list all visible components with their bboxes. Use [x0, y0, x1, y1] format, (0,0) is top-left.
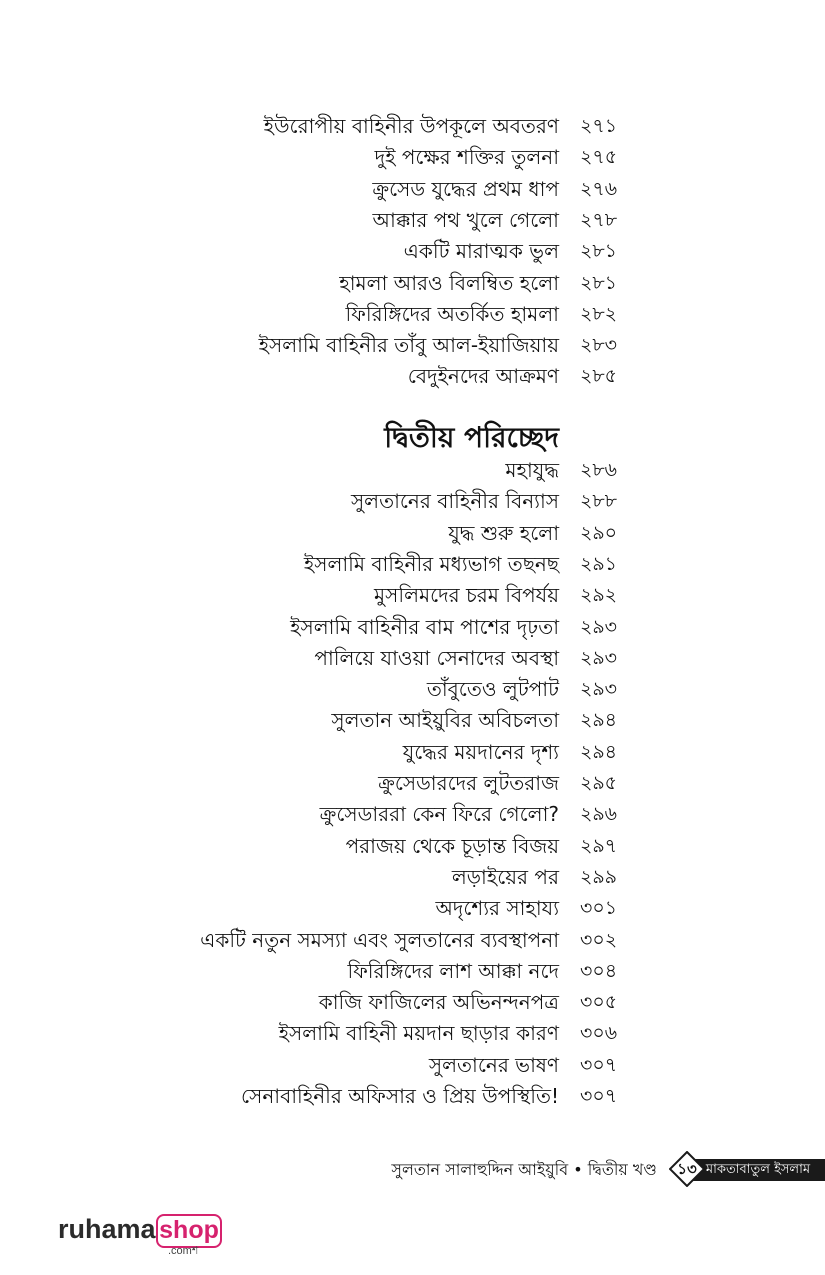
toc-entry-page: ২৯৯: [580, 865, 618, 888]
toc-entry: [0, 455, 825, 486]
toc-entry-title: ফিরিঙ্গিদের অতর্কিত হামলা: [345, 301, 559, 326]
toc-entry-title: মহাযুদ্ধ: [505, 458, 559, 482]
page-number: ১৩: [677, 1160, 697, 1178]
toc-entry: [0, 737, 825, 768]
toc-entry-title: ক্রুসেডাররা কেন ফিরে গেলো?: [319, 802, 559, 827]
series-label: মাকতাবাতুল ইসলাম: [691, 1159, 825, 1181]
toc-entry: [0, 205, 825, 236]
logo-domain: .comশ: [168, 1245, 199, 1257]
toc-entry-page: ২৭১: [580, 115, 618, 137]
toc-entry-title: ক্রুসেড যুদ্ধের প্রথম ধাপ: [372, 176, 559, 201]
toc-entry-page: ৩০৪: [580, 959, 618, 982]
toc-entry-page: ২৭৫: [580, 146, 618, 169]
toc-entry-title: আক্কার পথ খুলে গেলো: [372, 207, 559, 232]
toc-entry-page: ২৯২: [580, 584, 618, 607]
toc-entry-page: ৩০৭: [580, 1085, 618, 1107]
toc-entry: [0, 1050, 825, 1081]
toc-entry-page: ২৯১: [580, 552, 618, 575]
toc-entry-page: ২৯৭: [580, 834, 618, 857]
toc-entry-title: ইউরোপীয় বাহিনীর উপকূলে অবতরণ: [263, 114, 559, 138]
toc-entry-title: সুলতানের ভাষণ: [428, 1052, 559, 1077]
toc-entry: [0, 956, 825, 987]
toc-entry-page: ২৯৩: [580, 646, 618, 669]
logo-word-shop: shop: [159, 1216, 219, 1244]
toc-entry: [0, 111, 825, 142]
toc-entry-page: ৩০১: [580, 897, 618, 920]
toc-entry-title: ইসলামি বাহিনীর বাম পাশের দৃঢ়তা: [290, 614, 559, 639]
toc-entry: [0, 299, 825, 330]
toc-entry: [0, 768, 825, 799]
toc-entry: [0, 268, 825, 299]
toc-entry: [0, 142, 825, 173]
toc-entry: [0, 1018, 825, 1049]
toc-entry-page: ২৯৪: [580, 740, 618, 763]
toc-entry: [0, 549, 825, 580]
toc-entry-title: ইসলামি বাহিনী ময়দান ছাড়ার কারণ: [278, 1021, 559, 1046]
toc-entry-page: ৩০৫: [580, 991, 618, 1014]
toc-entry-page: ২৮২: [580, 302, 618, 325]
toc-entry: [0, 862, 825, 893]
toc-entry: [0, 330, 825, 361]
toc-entry-title: ইসলামি বাহিনীর তাঁবু আল-ইয়াজিয়ায়: [258, 333, 559, 358]
toc-entry: [0, 643, 825, 674]
toc-entry-title: অদৃশ্যের সাহায্য: [435, 896, 559, 921]
toc-entry-title: লড়াইয়ের পর: [451, 864, 559, 889]
toc-entry-title: হামলা আরও বিলম্বিত হলো: [339, 270, 559, 295]
toc-entry-title: মুসলিমদের চরম বিপর্যয়: [374, 583, 559, 608]
toc-entry-page: ২৯৩: [580, 678, 618, 701]
toc-entry-page: ২৮১: [580, 240, 618, 263]
toc-entry-title: সুলতান আইয়ুবির অবিচলতা: [331, 708, 559, 733]
toc-entry: [0, 705, 825, 736]
toc-entry-title: একটি নতুন সমস্যা এবং সুলতানের ব্যবস্থাপনা: [200, 927, 559, 952]
toc-entry: [0, 831, 825, 862]
toc-entry: [0, 799, 825, 830]
toc-entry: [0, 893, 825, 924]
toc-entry-title: বেদুইনদের আক্রমণ: [407, 364, 559, 389]
toc-entry: [0, 674, 825, 705]
page-footer: [0, 1148, 825, 1192]
toc-entry-page: ২৮৩: [580, 334, 618, 357]
toc-entry-title: পালিয়ে যাওয়া সেনাদের অবস্থা: [314, 645, 559, 670]
toc-entry-page: ২৯৬: [580, 803, 618, 826]
toc-entry-page: ২৮১: [580, 271, 618, 294]
toc-entry-title: যুদ্ধ শুরু হলো: [448, 520, 559, 545]
footer-badge: [667, 1151, 825, 1187]
toc-entry: [0, 1081, 825, 1112]
toc-entry-title: দুই পক্ষের শক্তির তুলনা: [374, 145, 559, 170]
toc-entry: [0, 236, 825, 267]
toc-entry-page: ২৯৪: [580, 709, 618, 732]
toc-entry-page: ২৮৬: [580, 459, 618, 481]
toc-entry-page: ২৮৫: [580, 365, 618, 388]
toc-entry-title: ফিরিঙ্গিদের লাশ আক্কা নদে: [347, 958, 559, 983]
toc-entry-page: ৩০৭: [580, 1053, 618, 1076]
toc-entry-title: ক্রুসেডারদের লুটতরাজ: [378, 771, 559, 795]
toc-entry-title: যুদ্ধের ময়দানের দৃশ্য: [402, 739, 559, 764]
toc-entry-page: ২৭৬: [580, 177, 618, 200]
footer-book-title: সুলতান সালাহুদ্দিন আইয়ুবি • দ্বিতীয় খণ্ড: [391, 1160, 657, 1179]
toc-entry: [0, 361, 825, 392]
toc-entry-title: তাঁবুতেও লুটপাট: [426, 677, 559, 702]
logo-shop-box: [156, 1214, 222, 1248]
toc-entry: [0, 486, 825, 517]
toc-entry-page: ২৭৮: [580, 208, 618, 231]
toc-entry-page: ২৮৮: [580, 490, 618, 513]
toc-entry-title: কাজি ফাজিলের অভিনন্দনপত্র: [318, 990, 559, 1015]
toc-entry: [0, 580, 825, 611]
toc-entry: [0, 925, 825, 956]
toc-entry-page: ২৯৫: [580, 772, 618, 794]
toc-entry-page: ২৯৩: [580, 615, 618, 638]
toc-entry: [0, 612, 825, 643]
toc-entry: [0, 987, 825, 1018]
toc-entry-title: সেনাবাহিনীর অফিসার ও প্রিয় উপস্থিতি!: [241, 1084, 559, 1108]
logo-word-ruhama: ruhama: [58, 1214, 156, 1244]
toc-entry-page: ২৯০: [580, 521, 618, 544]
toc-entry: [0, 174, 825, 205]
ruhama-shop-logo: [58, 1212, 228, 1262]
toc-entry: [0, 518, 825, 549]
toc-entry-page: ৩০৬: [580, 1022, 618, 1045]
toc-entry-page: ৩০২: [580, 928, 618, 951]
toc-entry-title: সুলতানের বাহিনীর বিন্যাস: [350, 489, 559, 514]
toc-entry-title: একটি মারাত্মক ভুল: [403, 239, 559, 264]
chapter-heading: দ্বিতীয় পরিচ্ছেদ: [384, 421, 559, 454]
toc-entry-title: পরাজয় থেকে চূড়ান্ত বিজয়: [345, 833, 559, 858]
toc-entry-title: ইসলামি বাহিনীর মধ্যভাগ তছনছ: [303, 551, 559, 576]
